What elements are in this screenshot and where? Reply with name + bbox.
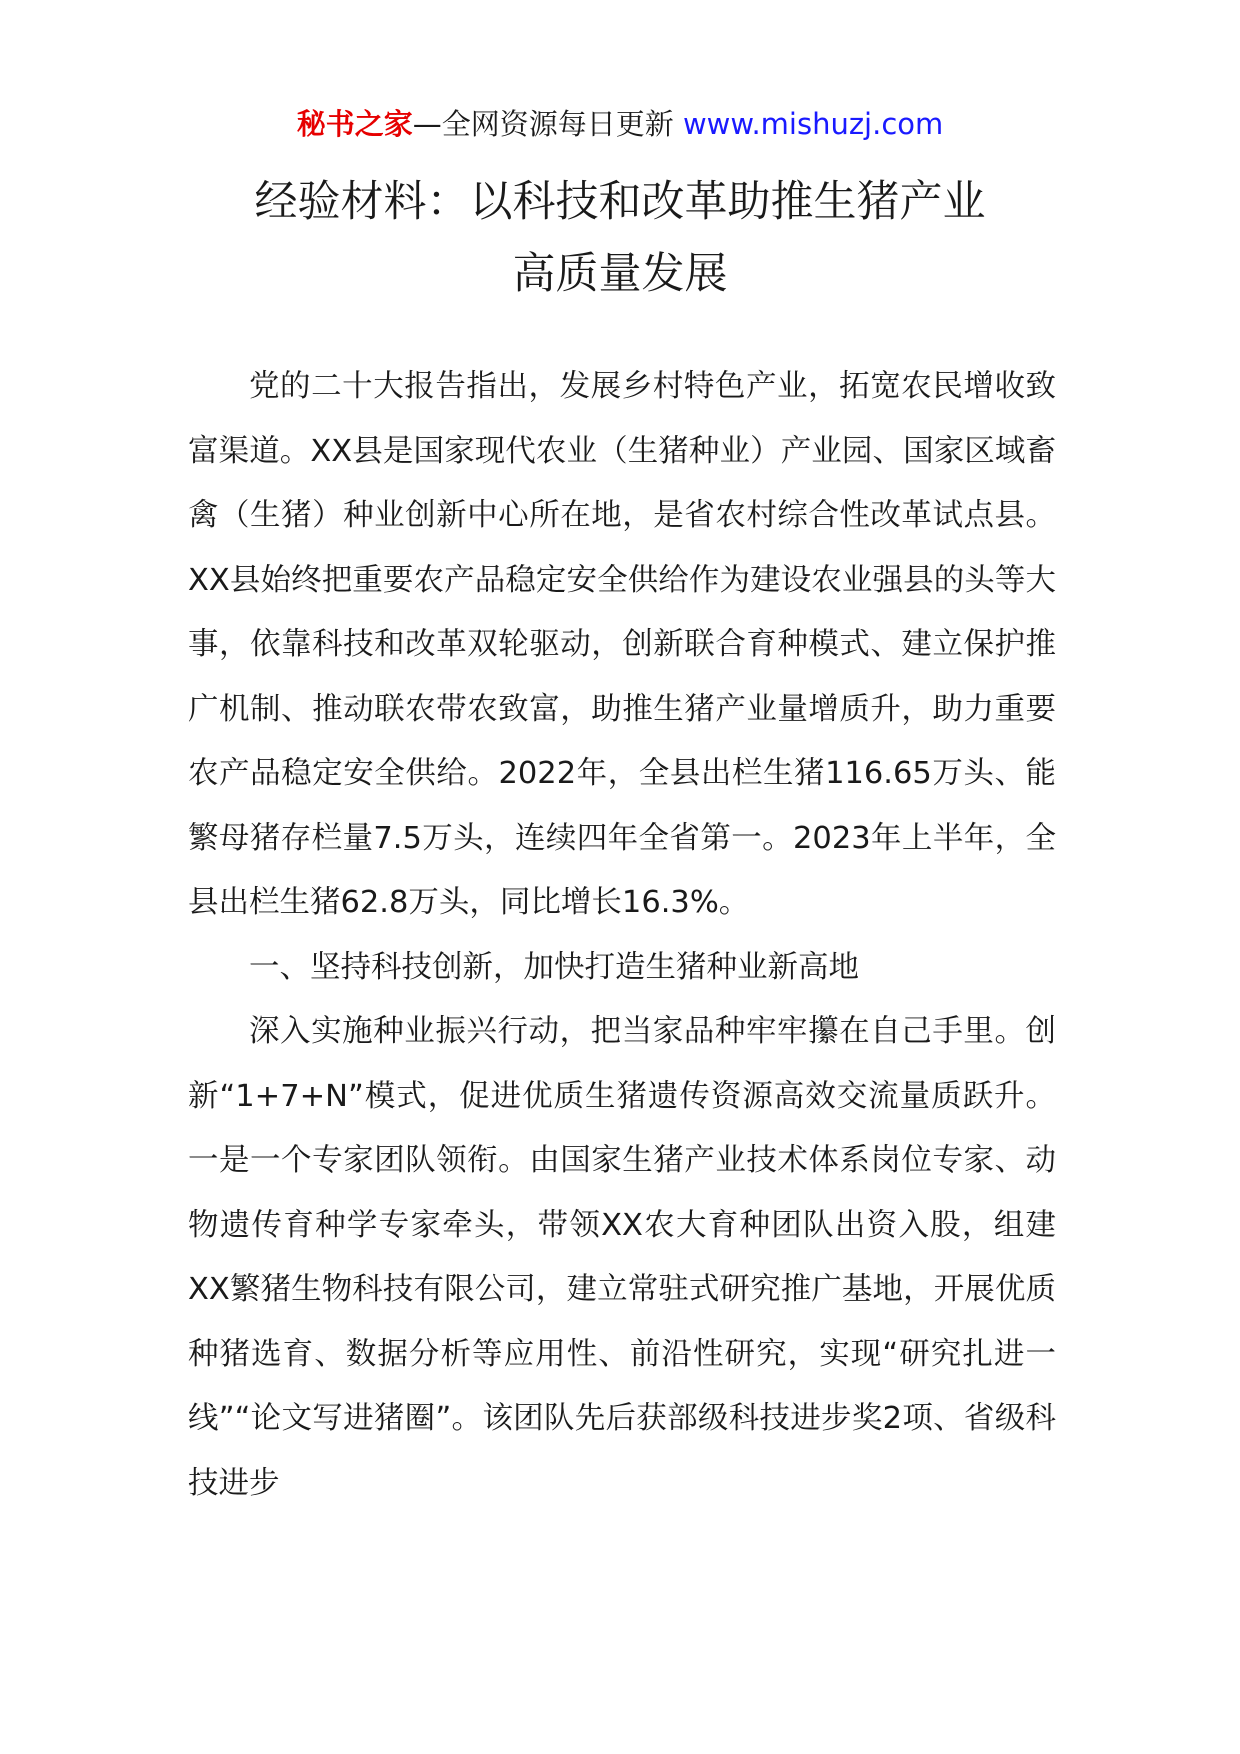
document-title xyxy=(0,166,1240,310)
paragraph-intro: 党的二十大报告指出，发展乡村特色产业，拓宽农民增收致富渠道。XX县是国家现代农业（生猪种业）产业园、国家区域畜禽（生猪）种业创新中心所在地，是省农村综合性改革试点县。XX县始终把重要农产品稳定安全供给作为建设农业强县的头等大事，依靠科技和改革双轮驱动，创新联合育种模式、建立保护推广机制、推动联农带农致富，助推生猪产业量增质升，助力重要农产品稳定安全供给。2022年，全县出栏生猪116.65万头、能繁母猪存栏量7.5万头，连续四年全省第一。2023年上半年，全县出栏生猪62.8万头，同比增长16.3%。 xyxy=(188,369,1056,920)
title-line-2: 高质量发展 xyxy=(512,249,728,299)
title-line-1: 经验材料：以科技和改革助推生猪产业 xyxy=(254,177,986,227)
header-tagline: 全网资源每日更新 xyxy=(441,107,674,141)
section-heading-1: 一、坚持科技创新，加快打造生猪种业新高地 xyxy=(249,949,859,985)
paragraph-section-1: 深入实施种业振兴行动，把当家品种牢牢攥在自己手里。创新“1+7+N”模式，促进优质生猪遗传资源高效交流量质跃升。一是一个专家团队领衔。由国家生猪产业技术体系岗位专家、动物遗传育种学专家牵头，带领XX农大育种团队出资入股，组建XX繁猪生物科技有限公司，建立常驻式研究推广基地，开展优质种猪选育、数据分析等应用性、前沿性研究，实现“研究扎进一线”“论文写进猪圈”。该团队先后获部级科技进步奖2项、省级科技进步 xyxy=(188,1014,1056,1501)
brand-name: 秘书之家 xyxy=(296,107,413,141)
document-body xyxy=(188,355,1056,1516)
site-url-link[interactable]: www.mishuzj.com xyxy=(682,107,944,141)
header-separator: — xyxy=(412,107,442,141)
site-header xyxy=(0,100,1240,148)
